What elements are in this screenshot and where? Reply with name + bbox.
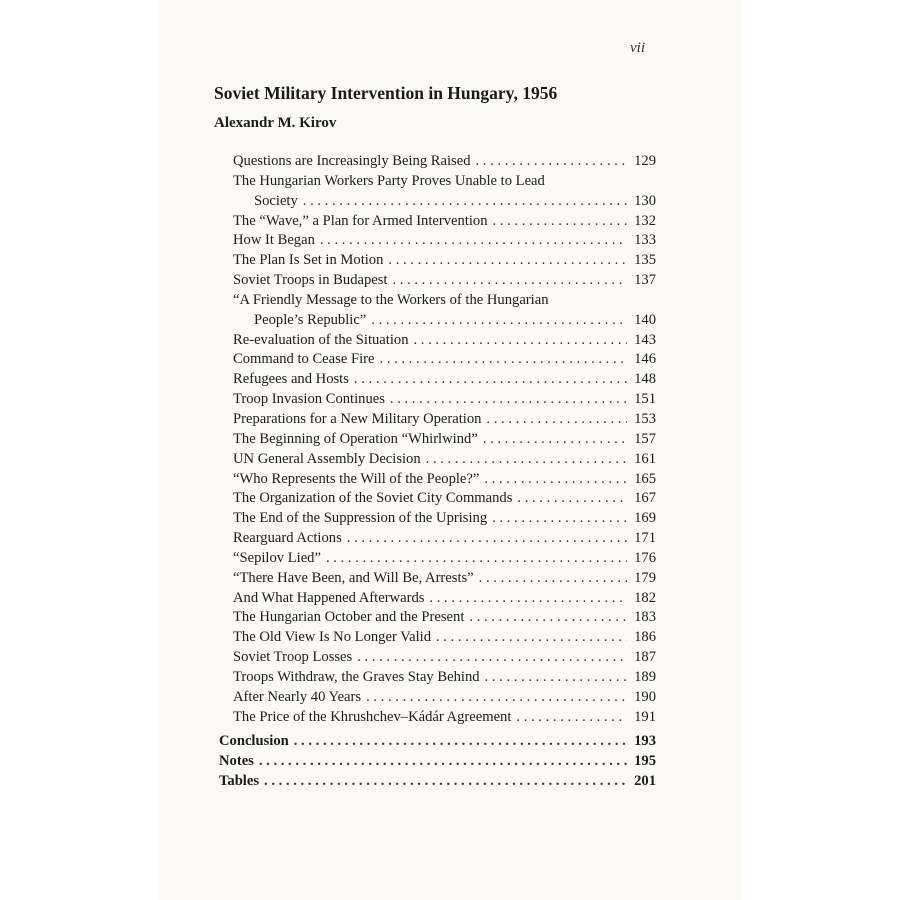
- leader-dots: [486, 410, 627, 430]
- entry-title: Tables: [219, 773, 260, 789]
- leader-dots: [354, 370, 627, 390]
- toc-entry: [233, 549, 656, 569]
- toc-entry: [233, 212, 656, 232]
- toc-entry: [233, 291, 656, 311]
- entry-title: The “Wave,” a Plan for Armed Intervention: [233, 212, 488, 229]
- entry-page-number: 153: [634, 410, 656, 427]
- entry-title: Troop Invasion Continues: [233, 391, 385, 408]
- entry-page-number: 189: [634, 668, 656, 685]
- leader-dots: [264, 771, 627, 791]
- entry-title: Troops Withdraw, the Graves Stay Behind: [233, 668, 480, 685]
- page-number: vii: [630, 40, 645, 56]
- toc-entry: [233, 470, 656, 490]
- entry-title: Command to Cease Fire: [233, 351, 375, 368]
- leader-dots: [303, 192, 627, 212]
- entry-title: Conclusion: [219, 733, 289, 749]
- entry-page-number: 137: [634, 272, 656, 289]
- entry-title: “A Friendly Message to the Workers of the Hungarian: [233, 291, 549, 308]
- entry-title: UN General Assembly Decision: [233, 450, 421, 467]
- main-toc-entry: [219, 731, 656, 751]
- toc-entry: [233, 569, 656, 589]
- entry-page-number: 151: [634, 391, 656, 408]
- leader-dots: [259, 751, 627, 771]
- leader-dots: [366, 688, 627, 708]
- leader-dots: [294, 731, 627, 751]
- entry-page-number: 182: [634, 589, 656, 606]
- leader-dots: [429, 589, 627, 609]
- entry-page-number: 133: [634, 232, 656, 249]
- leader-dots: [379, 350, 627, 370]
- entry-title: The End of the Suppression of the Uprising: [233, 510, 488, 527]
- toc-entry: [233, 529, 656, 549]
- entry-title: Rearguard Actions: [233, 530, 342, 547]
- toc-entry: [233, 489, 656, 509]
- entry-title: How It Began: [233, 232, 315, 249]
- entry-title: Refugees and Hosts: [233, 371, 349, 388]
- entry-page-number: 201: [634, 773, 656, 789]
- leader-dots: [326, 549, 627, 569]
- toc-entry: [233, 410, 656, 430]
- entry-page-number: 195: [634, 753, 656, 769]
- entry-title: The Plan Is Set in Motion: [233, 252, 384, 269]
- leader-dots: [479, 569, 627, 589]
- entry-page-number: 171: [634, 530, 656, 547]
- entry-title: Society: [254, 192, 298, 209]
- leader-dots: [469, 608, 627, 628]
- toc-entry: [233, 608, 656, 628]
- entry-page-number: 146: [634, 351, 656, 368]
- entry-page-number: 191: [634, 708, 656, 725]
- toc-entry: [233, 231, 656, 251]
- entry-page-number: 167: [634, 490, 656, 507]
- entry-title: Re-evaluation of the Situation: [233, 331, 409, 348]
- entry-title: “Sepilov Lied”: [233, 549, 321, 566]
- entry-page-number: 157: [634, 430, 656, 447]
- entry-page-number: 165: [634, 470, 656, 487]
- section-title: Soviet Military Intervention in Hungary, 1956: [214, 83, 558, 103]
- entry-page-number: 135: [634, 252, 656, 269]
- entry-title: Notes: [219, 753, 254, 769]
- entry-page-number: 179: [634, 569, 656, 586]
- entry-title: The Old View Is No Longer Valid: [233, 629, 431, 646]
- entry-page-number: 130: [634, 192, 656, 209]
- entry-title: The Hungarian October and the Present: [233, 609, 465, 626]
- entry-title: The Price of the Khrushchev–Kádár Agreement: [233, 708, 512, 725]
- leader-dots: [414, 331, 628, 351]
- main-toc-entry: [219, 771, 656, 791]
- entry-title: And What Happened Afterwards: [233, 589, 425, 606]
- entry-page-number: 183: [634, 609, 656, 626]
- toc-entry: [233, 648, 656, 668]
- entry-page-number: 129: [634, 153, 656, 169]
- toc-entry: [233, 370, 656, 390]
- toc-entry: [233, 708, 656, 728]
- entry-page-number: 132: [634, 212, 656, 229]
- entry-title: “There Have Been, and Will Be, Arrests”: [233, 569, 474, 586]
- toc-entry: [233, 668, 656, 688]
- entry-page-number: 190: [634, 688, 656, 705]
- leader-dots: [476, 152, 628, 172]
- entry-title: “Who Represents the Will of the People?”: [233, 470, 480, 487]
- entry-title: Soviet Troop Losses: [233, 649, 353, 666]
- entry-page-number: 143: [634, 331, 656, 348]
- entry-page-number: 148: [634, 371, 656, 388]
- leader-dots: [371, 311, 627, 331]
- toc-entry: [233, 271, 656, 291]
- main-toc-entry: [219, 751, 656, 771]
- entry-page-number: 140: [634, 311, 656, 328]
- toc-entry: [233, 192, 656, 212]
- leader-dots: [426, 450, 627, 470]
- toc-entry: [233, 589, 656, 609]
- leader-dots: [436, 628, 627, 648]
- toc-entry: [233, 172, 656, 192]
- entry-title: The Hungarian Workers Party Proves Unable to Lead: [233, 172, 545, 189]
- entry-title: The Beginning of Operation “Whirlwind”: [233, 430, 478, 447]
- entry-title: The Organization of the Soviet City Commands: [233, 490, 513, 507]
- entry-page-number: 187: [634, 649, 656, 666]
- entry-page-number: 193: [634, 733, 656, 749]
- leader-dots: [320, 231, 627, 251]
- toc-entry: [233, 152, 656, 172]
- entry-title: People’s Republic”: [254, 311, 367, 328]
- toc-entry: [233, 331, 656, 351]
- toc-entry: [233, 430, 656, 450]
- leader-dots: [388, 251, 627, 271]
- entry-page-number: 176: [634, 549, 656, 566]
- leader-dots: [390, 390, 627, 410]
- leader-dots: [483, 430, 627, 450]
- entry-title: Preparations for a New Military Operation: [233, 410, 482, 427]
- entry-page-number: 186: [634, 629, 656, 646]
- toc-entry: [233, 688, 656, 708]
- entry-page-number: 161: [634, 450, 656, 467]
- toc-entry: [233, 390, 656, 410]
- leader-dots: [492, 509, 627, 529]
- leader-dots: [517, 489, 627, 509]
- toc-entry: [233, 509, 656, 529]
- leader-dots: [493, 212, 627, 232]
- leader-dots: [392, 271, 627, 291]
- toc-entry: [233, 311, 656, 331]
- main-contents-list: [219, 731, 656, 791]
- entry-title: Soviet Troops in Budapest: [233, 272, 388, 289]
- toc-entry: [233, 350, 656, 370]
- leader-dots: [347, 529, 627, 549]
- entry-title: Questions are Increasingly Being Raised: [233, 153, 471, 169]
- toc-entry: [233, 251, 656, 271]
- table-of-contents: [233, 152, 656, 727]
- leader-dots: [516, 708, 627, 728]
- leader-dots: [357, 648, 627, 668]
- toc-entry: [233, 628, 656, 648]
- entry-page-number: 169: [634, 510, 656, 527]
- author-name: Alexandr M. Kirov: [214, 115, 337, 131]
- entry-title: After Nearly 40 Years: [233, 688, 362, 705]
- leader-dots: [484, 470, 627, 490]
- toc-entry: [233, 450, 656, 470]
- leader-dots: [485, 668, 627, 688]
